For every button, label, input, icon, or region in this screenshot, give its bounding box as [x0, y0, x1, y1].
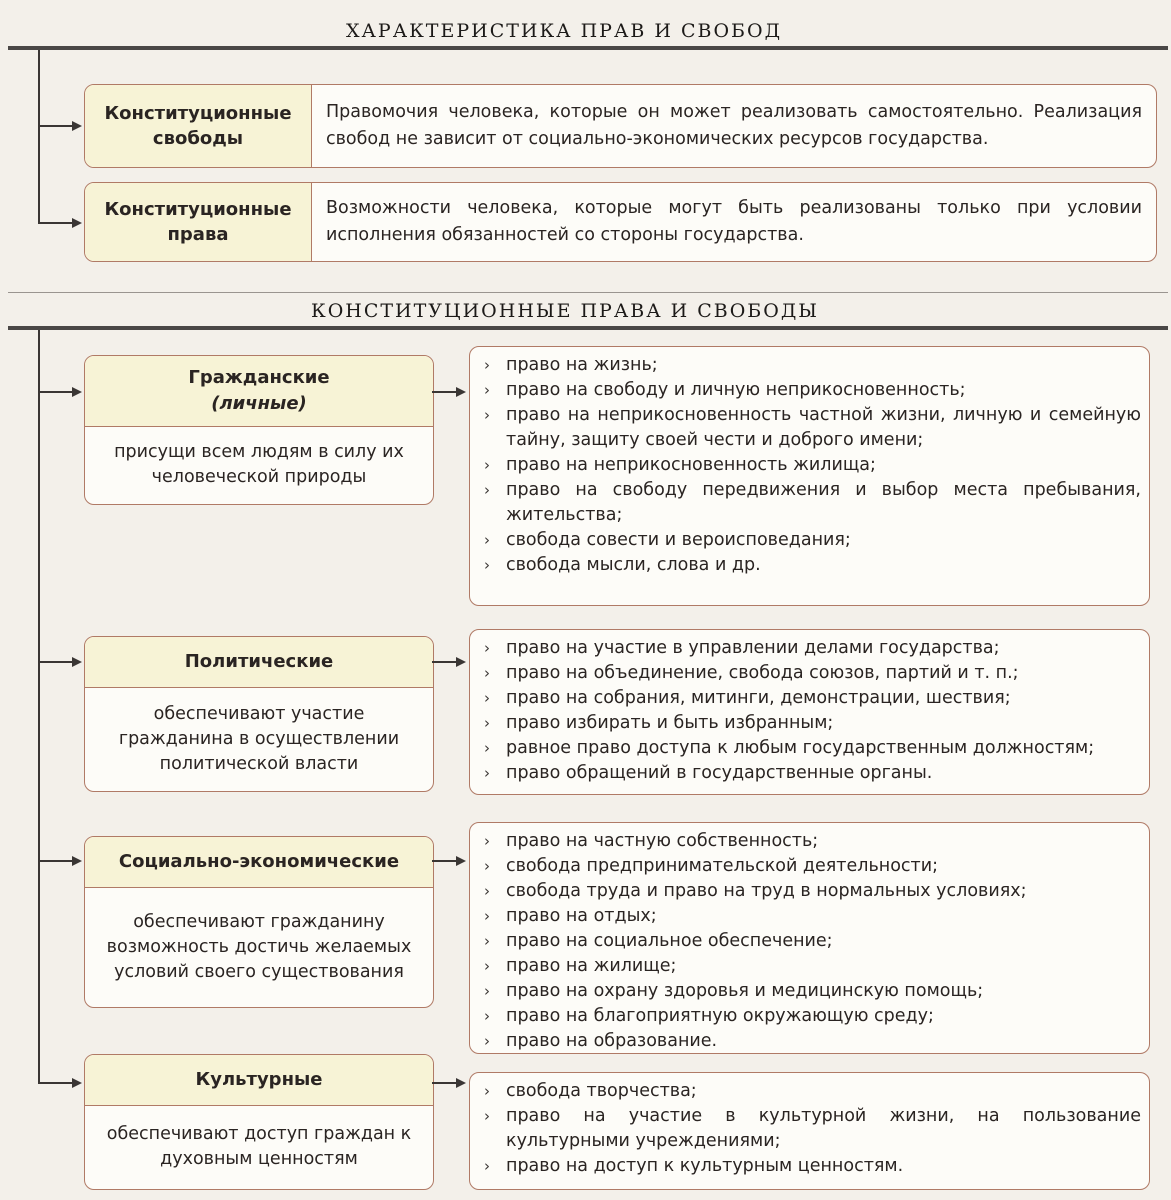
category-cultural: [84, 1054, 434, 1190]
bullet-chevron-icon: ›: [484, 907, 490, 925]
right-text: право на охрану здоровья и медицинскую помощь;: [506, 981, 984, 1001]
right-text: право на социальное обеспечение;: [506, 931, 833, 951]
bullet-chevron-icon: ›: [484, 1007, 490, 1025]
bullet-chevron-icon: ›: [484, 739, 490, 757]
category-name: Политические: [184, 651, 334, 672]
right-text: право на свободу передвижения и выбор места пребывания, жительства;: [506, 480, 1141, 525]
bullet-chevron-icon: ›: [484, 1107, 490, 1125]
category-civil: [84, 355, 434, 505]
rights-list: [484, 353, 1141, 578]
right-item: [484, 686, 1141, 711]
bullet-chevron-icon: ›: [484, 832, 490, 850]
category-description: обеспечивают участие гражданина в осуществлении политической власти: [118, 703, 400, 774]
right-item: [484, 736, 1141, 761]
right-item: [484, 711, 1141, 736]
right-item: [484, 1029, 1141, 1054]
thin-divider: [8, 292, 1168, 293]
bullet-chevron-icon: ›: [484, 356, 490, 374]
connector-line: [432, 1082, 456, 1084]
connector-line: [38, 125, 74, 127]
bullet-chevron-icon: ›: [484, 982, 490, 1000]
arrow-icon: [72, 657, 82, 667]
rights-list: [484, 636, 1141, 786]
right-text: свобода мысли, слова и др.: [506, 555, 761, 575]
arrow-icon: [456, 657, 466, 667]
definition-rights: [84, 182, 1157, 262]
category-subtitle: (личные): [211, 393, 307, 414]
right-text: право на образование.: [506, 1031, 718, 1051]
right-item: [484, 1104, 1141, 1154]
category-name: Социально-экономические: [118, 851, 400, 872]
right-text: свобода творчества;: [506, 1081, 697, 1101]
rights-list: [484, 829, 1141, 1054]
bullet-chevron-icon: ›: [484, 556, 490, 574]
bullet-chevron-icon: ›: [484, 381, 490, 399]
bullet-chevron-icon: ›: [484, 764, 490, 782]
connector-line: [38, 391, 74, 393]
rights-list-cultural: [469, 1072, 1150, 1190]
arrow-icon: [72, 387, 82, 397]
right-item: [484, 478, 1141, 528]
bullet-chevron-icon: ›: [484, 857, 490, 875]
definition-text: Правомочия человека, которые он может реализовать самостоятельно. Реализация свобод не зависит от социально-экономических ресурсов государства.: [326, 102, 1142, 149]
category-header: [85, 1055, 433, 1106]
arrow-icon: [456, 387, 466, 397]
category-name: Гражданские: [188, 367, 330, 388]
right-text: свобода совести и вероисповедания;: [506, 530, 851, 550]
definition-text: Возможности человека, которые могут быть реализованы только при условии исполнения обязанностей со стороны государства.: [326, 198, 1142, 245]
bullet-chevron-icon: ›: [484, 689, 490, 707]
right-text: право на участие в управлении делами государства;: [506, 638, 1000, 658]
right-text: право на жизнь;: [506, 355, 658, 375]
right-item: [484, 979, 1141, 1004]
right-text: право избирать и быть избранным;: [506, 713, 834, 733]
connector-line: [38, 860, 74, 862]
right-text: право на отдых;: [506, 906, 657, 926]
bullet-chevron-icon: ›: [484, 664, 490, 682]
definition-term: Конституционные свободы: [85, 85, 312, 167]
right-text: свобода труда и право на труд в нормальных условиях;: [506, 881, 1027, 901]
category-header: [85, 637, 433, 688]
rights-list: [484, 1079, 1141, 1179]
right-item: [484, 929, 1141, 954]
category-header: [85, 837, 433, 888]
right-item: [484, 553, 1141, 578]
arrow-icon: [456, 1078, 466, 1088]
category-description: присущи всем людям в силу их человеческой природы: [114, 442, 404, 487]
bullet-chevron-icon: ›: [484, 932, 490, 950]
arrow-icon: [456, 856, 466, 866]
category-name: Культурные: [195, 1069, 323, 1090]
bullet-chevron-icon: ›: [484, 481, 490, 499]
right-text: право на неприкосновенность жилища;: [506, 455, 876, 475]
category-description: обеспечивают гражданину возможность достичь желаемых условий своего существования: [106, 911, 412, 982]
connector-line: [38, 222, 74, 224]
bullet-chevron-icon: ›: [484, 639, 490, 657]
section-title-constitutional-rights: КОНСТИТУЦИОННЫЕ ПРАВА И СВОБОДЫ: [311, 300, 819, 322]
right-item: [484, 879, 1141, 904]
right-text: право на благоприятную окружающую среду;: [506, 1006, 934, 1026]
bullet-chevron-icon: ›: [484, 1032, 490, 1050]
arrow-icon: [72, 218, 82, 228]
right-item: [484, 661, 1141, 686]
bullet-chevron-icon: ›: [484, 714, 490, 732]
right-text: право на свободу и личную неприкосновенность;: [506, 380, 966, 400]
tree-connector: [38, 330, 40, 1084]
rights-list-political: [469, 629, 1150, 795]
right-item: [484, 453, 1141, 478]
section-title-characteristics: ХАРАКТЕРИСТИКА ПРАВ И СВОБОД: [346, 20, 783, 42]
right-text: свобода предпринимательской деятельности;: [506, 856, 938, 876]
connector-line: [432, 391, 456, 393]
category-political: [84, 636, 434, 792]
bullet-chevron-icon: ›: [484, 957, 490, 975]
bullet-chevron-icon: ›: [484, 1157, 490, 1175]
right-text: право на неприкосновенность частной жизни, личную и семейную тайну, защиту своей чести и доброго имени;: [506, 405, 1141, 450]
definition-freedoms: [84, 84, 1157, 168]
bullet-chevron-icon: ›: [484, 1082, 490, 1100]
right-item: [484, 636, 1141, 661]
right-item: [484, 954, 1141, 979]
right-item: [484, 1154, 1141, 1179]
right-item: [484, 829, 1141, 854]
right-item: [484, 528, 1141, 553]
right-item: [484, 378, 1141, 403]
arrow-icon: [72, 856, 82, 866]
right-item: [484, 353, 1141, 378]
bullet-chevron-icon: ›: [484, 882, 490, 900]
right-text: право на собрания, митинги, демонстрации, шествия;: [506, 688, 1011, 708]
arrow-icon: [72, 1078, 82, 1088]
right-item: [484, 854, 1141, 879]
tree-connector: [38, 50, 40, 224]
rights-list-socioeconomic: [469, 822, 1150, 1054]
rights-list-civil: [469, 346, 1150, 606]
bullet-chevron-icon: ›: [484, 531, 490, 549]
right-item: [484, 1079, 1141, 1104]
category-header: [85, 356, 433, 427]
connector-line: [38, 1082, 74, 1084]
bullet-chevron-icon: ›: [484, 406, 490, 424]
section-divider: [8, 326, 1168, 330]
right-text: право на объединение, свобода союзов, партий и т. п.;: [506, 663, 1019, 683]
right-item: [484, 403, 1141, 453]
arrow-icon: [72, 121, 82, 131]
right-text: право на частную собственность;: [506, 831, 819, 851]
connector-line: [432, 661, 456, 663]
category-socioeconomic: [84, 836, 434, 1008]
right-text: равное право доступа к любым государственным должностям;: [506, 738, 1095, 758]
connector-line: [38, 661, 74, 663]
right-text: право на жилище;: [506, 956, 677, 976]
definition-term: Конституционные права: [85, 183, 312, 261]
bullet-chevron-icon: ›: [484, 456, 490, 474]
right-text: право на доступ к культурным ценностям.: [506, 1156, 904, 1176]
category-description: обеспечивают доступ граждан к духовным ценностям: [106, 1124, 412, 1169]
right-item: [484, 1004, 1141, 1029]
right-text: право на участие в культурной жизни, на пользование культурными учреждениями;: [506, 1106, 1141, 1151]
right-text: право обращений в государственные органы.: [506, 763, 933, 783]
right-item: [484, 761, 1141, 786]
right-item: [484, 904, 1141, 929]
section-divider: [8, 46, 1168, 50]
connector-line: [432, 860, 456, 862]
